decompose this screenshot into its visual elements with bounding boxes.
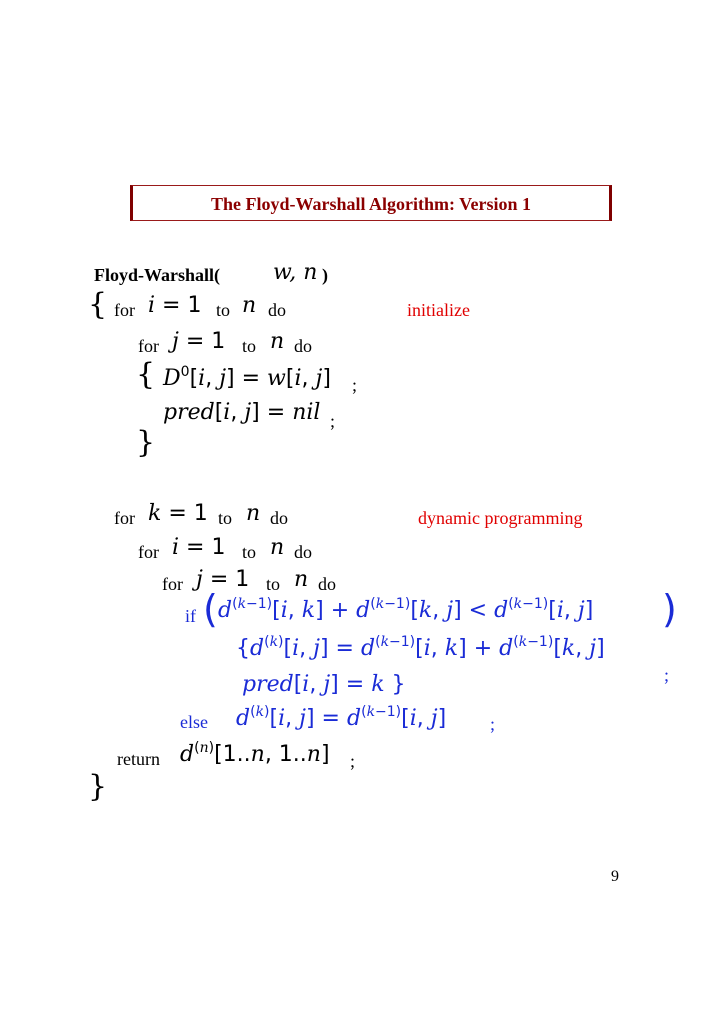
kw-for-4: for bbox=[138, 542, 159, 562]
math-update-distance: {$d^{(k)}[i$, $j] = d^{(k-1)}[i$, $k] + d^{(k-1)}[k$, j] bbox=[236, 634, 605, 661]
math-k-eq-1: k = 1 bbox=[148, 501, 208, 526]
kw-for-2: for bbox=[138, 336, 159, 356]
if-close-paren: ) bbox=[662, 587, 677, 631]
kw-do-1: do bbox=[268, 300, 286, 320]
math-n-5: n bbox=[294, 567, 309, 592]
inner-open-brace: { bbox=[136, 357, 156, 392]
function-header bbox=[94, 265, 220, 286]
kw-do-5: do bbox=[318, 574, 336, 594]
semi-3: ; bbox=[664, 665, 670, 685]
inner-close-brace: } bbox=[136, 425, 156, 460]
kw-for-3: for bbox=[114, 508, 135, 528]
function-args: w, n bbox=[273, 260, 318, 285]
kw-to-4: to bbox=[242, 542, 257, 562]
math-j-eq-1-a: j = 1 bbox=[172, 329, 226, 354]
math-i-eq-1-b: i = 1 bbox=[172, 535, 226, 560]
kw-to-2: to bbox=[242, 336, 257, 356]
semi-4: ; bbox=[490, 714, 496, 734]
math-update-pred: pred[i, j] = k } bbox=[242, 672, 406, 697]
math-n-3: n bbox=[246, 501, 261, 526]
math-n-4: n bbox=[270, 535, 285, 560]
kw-for-5: for bbox=[162, 574, 183, 594]
semi-2: ; bbox=[330, 411, 336, 431]
math-j-eq-1-b: j = 1 bbox=[196, 567, 250, 592]
math-else-assign: $d^{(k)}[i$, $j] = d^{(k-1)}[i$, j] bbox=[236, 704, 447, 731]
kw-for-1: for bbox=[114, 300, 135, 320]
kw-return: return bbox=[117, 749, 160, 769]
comment-dynamic-programming: dynamic programming bbox=[418, 508, 583, 528]
outer-open-brace: { bbox=[88, 287, 108, 322]
math-if-condition: $d^{(k-1)}[i$, $k] + d^{(k-1)}[k$, $j] < d^{(k-1)}[i$, j] bbox=[218, 596, 594, 623]
kw-to-3: to bbox=[218, 508, 233, 528]
math-d0-init: $D^0[i$, j] = w[i, j] bbox=[163, 364, 331, 391]
math-pred-nil: pred[i, j] = nil bbox=[163, 400, 321, 425]
semi-1: ; bbox=[352, 375, 358, 395]
kw-to-1: to bbox=[216, 300, 231, 320]
kw-do-4: do bbox=[294, 542, 312, 562]
title-box bbox=[130, 185, 612, 221]
semi-5: ; bbox=[350, 751, 356, 771]
kw-else: else bbox=[180, 712, 208, 732]
slide-title: The Floyd-Warshall Algorithm: Version 1 bbox=[210, 194, 532, 214]
math-n-2: n bbox=[270, 329, 285, 354]
math-i-eq-1-a: i = 1 bbox=[148, 293, 202, 318]
kw-to-5: to bbox=[266, 574, 281, 594]
kw-do-2: do bbox=[294, 336, 312, 356]
if-open-paren: ( bbox=[203, 587, 218, 631]
function-name: Floyd-Warshall( bbox=[94, 265, 221, 285]
kw-if: if bbox=[185, 606, 196, 626]
math-return-value: $d^{(n)}[1..n$, 1..n] bbox=[180, 740, 330, 767]
page-number: 9 bbox=[611, 868, 619, 885]
function-header-close: ) bbox=[322, 265, 328, 285]
kw-do-3: do bbox=[270, 508, 288, 528]
outer-close-brace: } bbox=[88, 769, 108, 804]
math-n-1: n bbox=[242, 293, 257, 318]
comment-initialize: initialize bbox=[407, 300, 470, 320]
